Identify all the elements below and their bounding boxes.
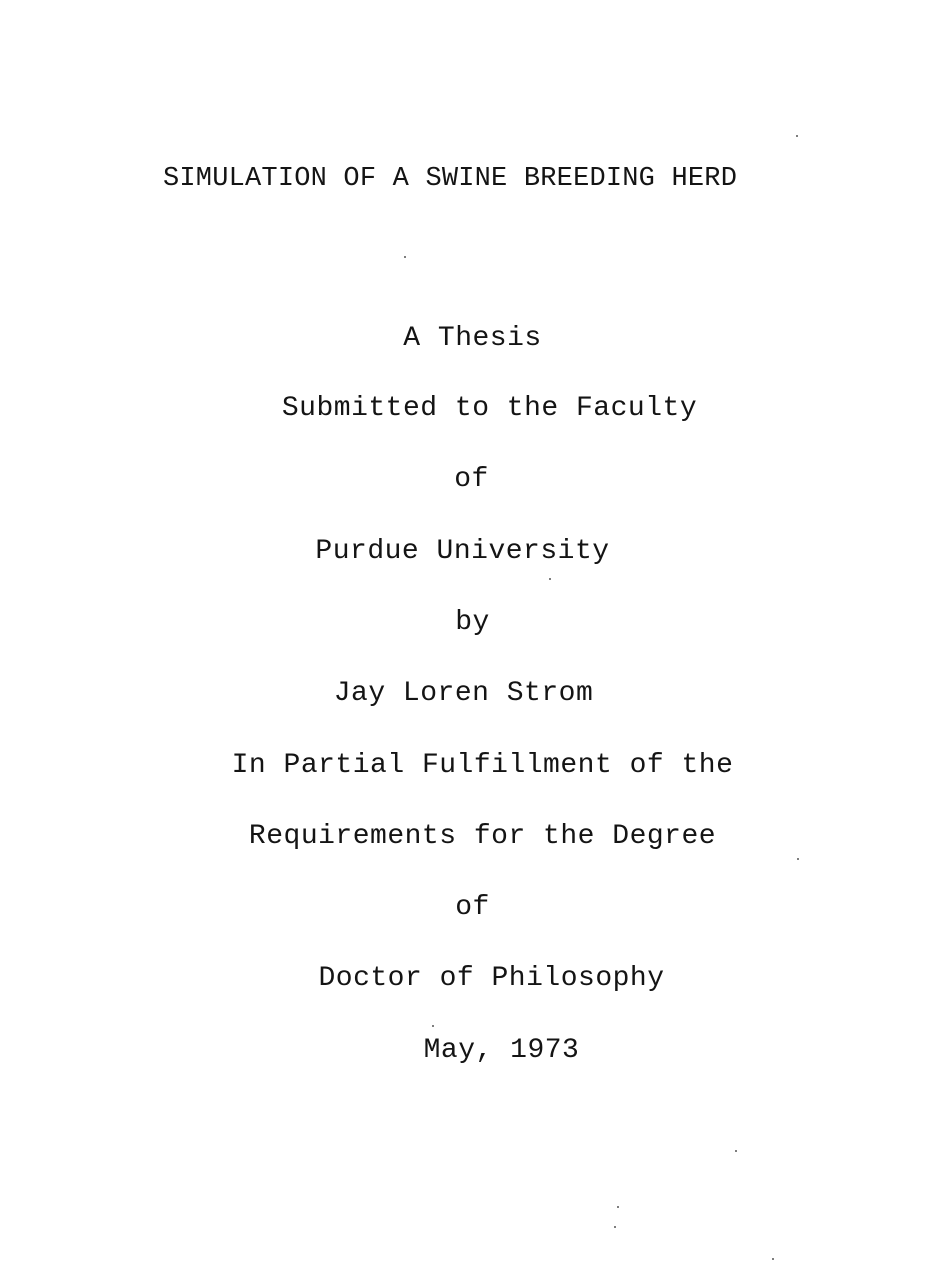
scan-speck bbox=[432, 1025, 434, 1027]
fulfillment-line: In Partial Fulfillment of the bbox=[231, 750, 734, 781]
of-line-1: of bbox=[454, 464, 489, 495]
scan-speck bbox=[549, 578, 551, 580]
scan-speck bbox=[797, 858, 799, 860]
submitted-to-line: Submitted to the Faculty bbox=[281, 393, 698, 424]
scan-speck bbox=[614, 1226, 616, 1228]
document-type: A Thesis bbox=[403, 323, 542, 354]
by-line: by bbox=[455, 607, 490, 638]
thesis-title: SIMULATION OF A SWINE BREEDING HERD bbox=[163, 164, 738, 194]
university-name: Purdue University bbox=[315, 536, 610, 567]
of-line-2: of bbox=[455, 892, 490, 923]
scan-speck bbox=[772, 1258, 774, 1260]
requirements-line: Requirements for the Degree bbox=[248, 821, 717, 852]
submission-date: May, 1973 bbox=[423, 1035, 580, 1066]
scan-speck bbox=[735, 1150, 737, 1152]
scan-speck bbox=[796, 135, 798, 137]
scan-speck bbox=[404, 256, 406, 258]
scan-speck bbox=[617, 1206, 619, 1208]
author-name: Jay Loren Strom bbox=[333, 678, 594, 709]
degree-name: Doctor of Philosophy bbox=[318, 963, 665, 994]
